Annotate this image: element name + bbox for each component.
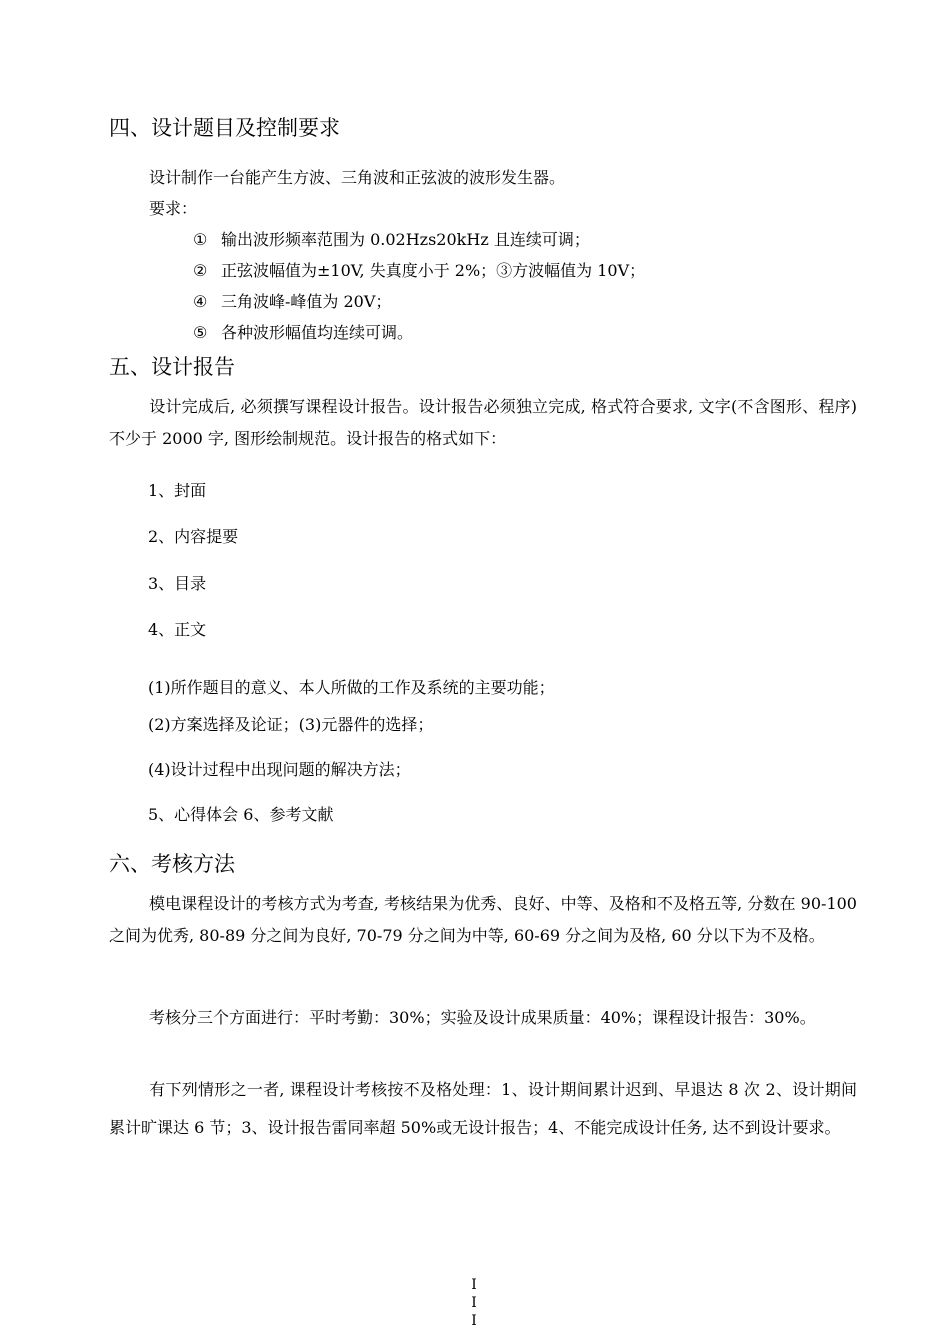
assessment-paragraph-1-text: 模电课程设计的考核方式为考查, 考核结果为优秀、良好、中等、及格和不及格五等, 分数在 90-100 之间为优秀, 80-89 分之间为良好, 70-79 分之间为中等, 60-69 分之间为及格, 60 分以下为不及格。 [109,894,857,945]
section-6-heading: 六、考核方法 [109,852,235,876]
page-number-glyph: I [471,1295,477,1311]
requirements-label: 要求： [149,199,198,218]
requirement-text: 正弦波幅值为±10V, 失真度小于 2%；③方波幅值为 10V； [221,261,646,280]
requirement-number: ④ [193,292,208,311]
format-list-item: 2、内容提要 [148,527,239,546]
section-4-intro: 设计制作一台能产生方波、三角波和正弦波的波形发生器。 [149,168,566,187]
requirement-item [193,227,590,250]
assessment-paragraph-2-text: 考核分三个方面进行：平时考勤：30%；实验及设计成果质量：40%；课程设计报告：30%。 [149,1008,816,1027]
page-number [466,1276,482,1330]
section-5-paragraph [109,391,857,455]
body-sub-item: (4)设计过程中出现问题的解决方法； [148,760,411,779]
requirement-number: ② [193,261,208,280]
requirement-text: 各种波形幅值均连续可调。 [221,323,414,342]
requirement-item [193,258,645,281]
requirement-text: 三角波峰-峰值为 20V； [221,292,392,311]
body-sub-item: (1)所作题目的意义、本人所做的工作及系统的主要功能； [148,678,555,697]
body-sub-item: (2)方案选择及论证；(3)元器件的选择； [148,715,434,734]
format-list-item: 1、封面 [148,481,207,500]
assessment-paragraph-3-text: 有下列情形之一者, 课程设计考核按不及格处理：1、设计期间累计迟到、早退达 8 次 2、设计期间累计旷课达 6 节；3、设计报告雷同率超 50%或无设计报告；4、不能完成设计任务, 达不到设计要求。 [109,1080,857,1137]
format-list-item: 4、正文 [148,620,207,639]
assessment-paragraph-3 [109,1071,857,1147]
assessment-paragraph-2 [109,1002,857,1034]
requirement-number: ⑤ [193,323,208,342]
requirement-text: 输出波形频率范围为 0.02Hzs20kHz 且连续可调； [221,230,590,249]
requirement-number: ① [193,230,208,249]
page-number-glyph: I [471,1277,477,1293]
body-sub-item: 5、心得体会 6、参考文献 [148,805,334,824]
section-5-paragraph-text: 设计完成后, 必须撰写课程设计报告。设计报告必须独立完成, 格式符合要求, 文字(不含图形、程序) 不少于 2000 字, 图形绘制规范。设计报告的格式如下： [109,397,857,448]
assessment-paragraph-1 [109,888,857,952]
section-5-heading: 五、设计报告 [109,355,235,379]
requirement-item [193,289,391,312]
section-4-heading: 四、设计题目及控制要求 [109,116,340,140]
page-number-glyph: I [471,1313,477,1329]
format-list-item: 3、目录 [148,574,207,593]
requirement-item [193,320,413,343]
